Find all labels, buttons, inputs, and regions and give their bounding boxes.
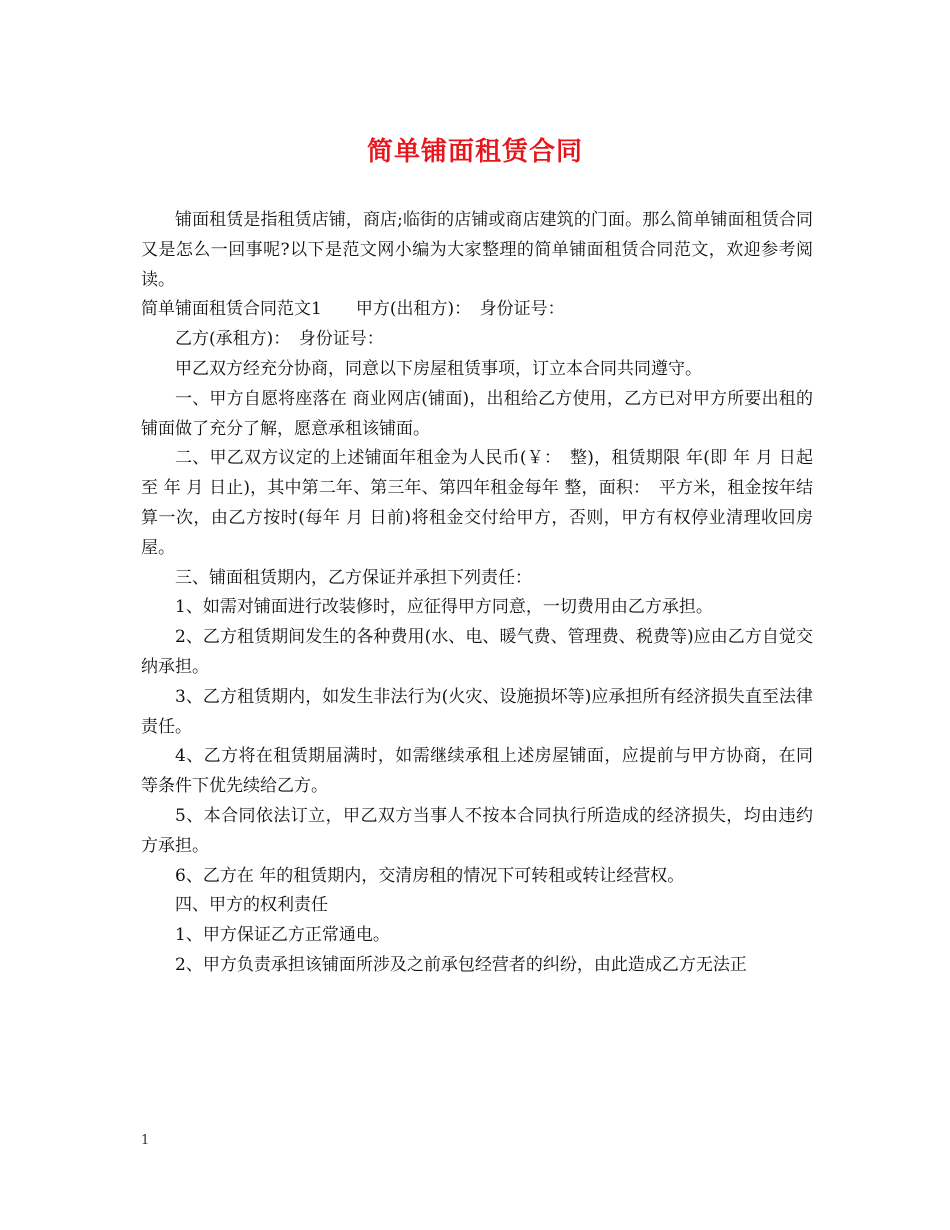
party-b-line: 乙方(承租方)： 身份证号： bbox=[175, 329, 384, 350]
clause-4-item-1: 1、甲方保证乙方正常通电。 bbox=[175, 925, 390, 946]
clause-4-heading: 四、甲方的权利责任 bbox=[175, 895, 328, 916]
document-title: 简单铺面租赁合同 bbox=[366, 137, 583, 167]
clause-3-item-1: 1、如需对铺面进行改装修时，应征得甲方同意，一切费用由乙方承担。 bbox=[175, 597, 713, 618]
clause-3-item-5: 5、本合同依法订立，甲乙双方当事人不按本合同执行所造成的经济损失，均由违约方承担。 bbox=[141, 805, 813, 856]
intro-paragraph: 铺面租赁是指租赁店铺，商店;临街的店铺或商店建筑的门面。那么简单铺面租赁合同又是怎么一回事呢?以下是范文网小编为大家整理的简单铺面租赁合同范文，欢迎参考阅读。 bbox=[141, 210, 813, 290]
contract-heading-line: 简单铺面租赁合同范文1 甲方(出租方)： 身份证号： bbox=[141, 299, 565, 320]
agreement-statement: 甲乙双方经充分协商，同意以下房屋租赁事项，订立本合同共同遵守。 bbox=[175, 358, 702, 379]
clause-2: 二、甲乙双方议定的上述铺面年租金为人民币(￥： 整)，租赁期限 年(即 年 月 日起至 年 月 日止)，其中第二年、第三年、第四年租金每年 整，面积： 平方米，租金按年结算一次，由乙方按时(每年 月 日前)将租金交付给甲方，否则，甲方有权停业清理收回房屋。 bbox=[141, 448, 813, 558]
clause-3-heading: 三、铺面租赁期内，乙方保证并承担下列责任： bbox=[175, 567, 532, 588]
clause-3-item-6: 6、乙方在 年的租赁期内，交清房租的情况下可转租或转让经营权。 bbox=[175, 865, 685, 886]
page-number: 1 bbox=[141, 1133, 150, 1148]
clause-3-item-2: 2、乙方租赁期间发生的各种费用(水、电、暖气费、管理费、税费等)应由乙方自觉交纳承担。 bbox=[141, 627, 813, 677]
document-body bbox=[141, 206, 813, 981]
clause-4-item-2: 2、甲方负责承担该铺面所涉及之前承包经营者的纠纷，由此造成乙方无法正 bbox=[175, 954, 747, 975]
clause-3-item-3: 3、乙方租赁期内，如发生非法行为(火灾、设施损坏等)应承担所有经济损失直至法律责任。 bbox=[141, 686, 813, 737]
clause-1: 一、甲方自愿将座落在 商业网店(铺面)，出租给乙方使用，乙方已对甲方所要出租的铺面做了充分了解，愿意承租该铺面。 bbox=[141, 388, 813, 439]
clause-3-item-4: 4、乙方将在租赁期届满时，如需继续承租上述房屋铺面，应提前与甲方协商，在同等条件下优先续给乙方。 bbox=[141, 746, 813, 797]
